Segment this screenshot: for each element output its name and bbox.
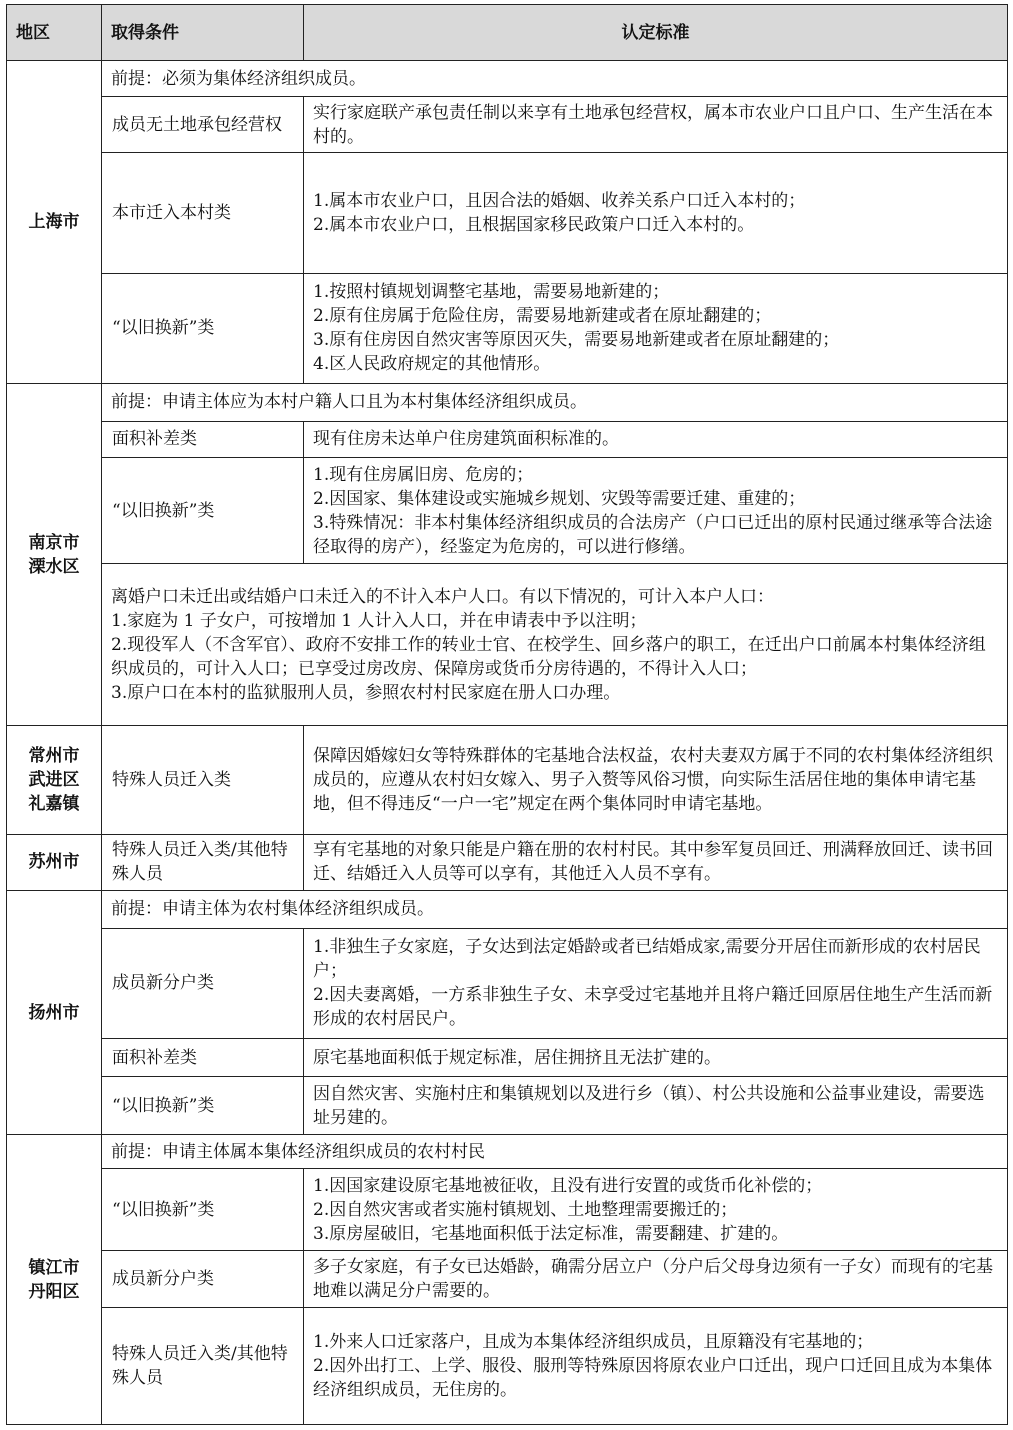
- condition-cell: “以旧换新”类: [102, 1077, 304, 1135]
- table-row: [7, 1077, 1008, 1135]
- standard-line: 1.非独生子女家庭，子女达到法定婚龄或者已结婚成家,需要分开居住而新形成的农村居民户；: [313, 937, 981, 982]
- standard-line: 3.原房屋破旧，宅基地面积低于法定标准，需要翻建、扩建的。: [313, 1223, 789, 1244]
- region-nanjing-lishui: 南京市 溧水区: [7, 383, 102, 726]
- condition-cell: 特殊人员迁入类/其他特殊人员: [102, 1307, 304, 1424]
- table-row: [7, 890, 1008, 928]
- standard-cell: [304, 457, 1008, 563]
- standard-line: 现有住房未达单户住房建筑面积标准的。: [313, 429, 619, 450]
- standard-line: 1.属本市农业户口，且因合法的婚姻、收养关系户口迁入本村的；: [313, 190, 806, 211]
- note-line: 离婚户口未迁出或结婚户口未迁入的不计入本户人口。有以下情况的，可计入本户人口：: [111, 586, 774, 607]
- standard-cell: [304, 421, 1008, 457]
- condition-cell: 成员新分户类: [102, 1251, 304, 1307]
- region-shanghai: 上海市: [7, 61, 102, 384]
- standard-cell: [304, 726, 1008, 834]
- table-row: [7, 564, 1008, 726]
- standard-line: 享有宅基地的对象只能是户籍在册的农村村民。其中参军复员回迁、刑满释放回迁、读书回迁、结婚迁入人员等可以享有，其他迁入人员不享有。: [313, 840, 993, 885]
- standard-line: 4.区人民政府规定的其他情形。: [313, 354, 551, 375]
- table-row: [7, 1307, 1008, 1424]
- standard-line: 2.原有住房属于危险住房，需要易地新建或者在原址翻建的；: [313, 306, 772, 327]
- standard-line: 2.属本市农业户口，且根据国家移民政策户口迁入本村的。: [313, 214, 755, 235]
- table-row: [7, 1039, 1008, 1077]
- premise-nanjing: 前提：申请主体应为本村户籍人口且为本村集体经济组织成员。: [102, 383, 1008, 421]
- table-row: [7, 421, 1008, 457]
- standard-line: 保障因婚嫁妇女等特殊群体的宅基地合法权益，农村夫妻双方属于不同的农村集体经济组织成员的，应遵从农村妇女嫁入、男子入赘等风俗习惯，向实际生活居住地的集体申请宅基地，但不得违反“一户一宅”规定在两个集体同时申请宅基地。: [313, 746, 993, 815]
- standard-line: 多子女家庭，有子女已达婚龄，确需分居立户（分户后父母身边须有一子女）而现有的宅基地难以满足分户需要的。: [313, 1257, 993, 1302]
- region-yangzhou: 扬州市: [7, 890, 102, 1134]
- table-row: [7, 97, 1008, 153]
- table-row: [7, 834, 1008, 890]
- standard-cell: [304, 97, 1008, 153]
- table-row: [7, 726, 1008, 834]
- condition-cell: 面积补差类: [102, 1039, 304, 1077]
- header-condition: 取得条件: [102, 5, 304, 61]
- condition-cell: “以旧换新”类: [102, 1169, 304, 1251]
- condition-cell: 本市迁入本村类: [102, 153, 304, 273]
- standard-cell: [304, 1251, 1008, 1307]
- standard-cell: [304, 153, 1008, 273]
- premise-zhenjiang: 前提：申请主体属本集体经济组织成员的农村村民: [102, 1135, 1008, 1169]
- standard-cell: [304, 1039, 1008, 1077]
- condition-cell: 特殊人员迁入类: [102, 726, 304, 834]
- standard-line: 2.因外出打工、上学、服役、服刑等特殊原因将原农业户口迁出，现户口迁回且成为本集体经济组织成员，无住房的。: [313, 1355, 993, 1400]
- table-row: [7, 457, 1008, 563]
- condition-cell: 成员无土地承包经营权: [102, 97, 304, 153]
- note-line: 2.现役军人（不含军官）、政府不安排工作的转业士官、在校学生、回乡落户的职工，在迁出户口前属本村集体经济组织成员的，可计入人口；已享受过房改房、保障房或货币分房待遇的，不得计入人口；: [111, 634, 986, 679]
- standard-cell: [304, 1077, 1008, 1135]
- homestead-criteria-table: [6, 4, 1008, 1425]
- header-row: [7, 5, 1008, 61]
- condition-cell: 成员新分户类: [102, 928, 304, 1038]
- standard-line: 3.原有住房因自然灾害等原因灭失，需要易地新建或者在原址翻建的；: [313, 330, 840, 351]
- standard-line: 2.因自然灾害或者实施村镇规划、土地整理需要搬迁的；: [313, 1199, 738, 1220]
- standard-cell: [304, 1307, 1008, 1424]
- region-zhenjiang-danyang: 镇江市 丹阳区: [7, 1135, 102, 1425]
- standard-line: 1.现有住房属旧房、危房的；: [313, 464, 534, 485]
- standard-line: 2.因夫妻离婚，一方系非独生子女、未享受过宅基地并且将户籍迁回原居住地生产生活而新形成的农村居民户。: [313, 985, 993, 1030]
- table-row: [7, 61, 1008, 97]
- note-nanjing: [102, 564, 1008, 726]
- header-region: 地区: [7, 5, 102, 61]
- standard-line: 实行家庭联产承包责任制以来享有土地承包经营权，属本市农业户口且户口、生产生活在本村的。: [313, 102, 993, 147]
- table-row: [7, 1251, 1008, 1307]
- note-line: 1.家庭为 1 子女户，可按增加 1 人计入人口，并在申请表中予以注明；: [111, 610, 647, 631]
- table-row: [7, 1135, 1008, 1169]
- standard-line: 2.因国家、集体建设或实施城乡规划、灾毁等需要迁建、重建的；: [313, 488, 806, 509]
- standard-line: 1.按照村镇规划调整宅基地，需要易地新建的；: [313, 282, 670, 303]
- standard-line: 原宅基地面积低于规定标准，居住拥挤且无法扩建的。: [313, 1047, 721, 1068]
- condition-cell: 特殊人员迁入类/其他特殊人员: [102, 834, 304, 890]
- standard-cell: [304, 834, 1008, 890]
- standard-line: 1.因国家建设原宅基地被征收，且没有进行安置的或货币化补偿的；: [313, 1175, 823, 1196]
- region-suzhou: 苏州市: [7, 834, 102, 890]
- condition-cell: 面积补差类: [102, 421, 304, 457]
- region-changzhou: 常州市 武进区 礼嘉镇: [7, 726, 102, 834]
- standard-line: 3.特殊情况：非本村集体经济组织成员的合法房产（户口已迁出的原村民通过继承等合法途径取得的房产），经鉴定为危房的，可以进行修缮。: [313, 512, 993, 557]
- standard-cell: [304, 928, 1008, 1038]
- note-line: 3.原户口在本村的监狱服刑人员，参照农村村民家庭在册人口办理。: [111, 682, 621, 703]
- standard-line: 1.外来人口迁家落户，且成为本集体经济组织成员，且原籍没有宅基地的；: [313, 1331, 874, 1352]
- table-row: [7, 153, 1008, 273]
- premise-yangzhou: 前提：申请主体为农村集体经济组织成员。: [102, 890, 1008, 928]
- header-standard: 认定标准: [304, 5, 1008, 61]
- table-row: [7, 383, 1008, 421]
- standard-cell: [304, 1169, 1008, 1251]
- standard-line: 因自然灾害、实施村庄和集镇规划以及进行乡（镇）、村公共设施和公益事业建设，需要选址另建的。: [313, 1083, 985, 1128]
- standard-cell: [304, 273, 1008, 383]
- condition-cell: “以旧换新”类: [102, 273, 304, 383]
- table-row: [7, 273, 1008, 383]
- table-row: [7, 1169, 1008, 1251]
- table-row: [7, 928, 1008, 1038]
- premise-shanghai: 前提：必须为集体经济组织成员。: [102, 61, 1008, 97]
- condition-cell: “以旧换新”类: [102, 457, 304, 563]
